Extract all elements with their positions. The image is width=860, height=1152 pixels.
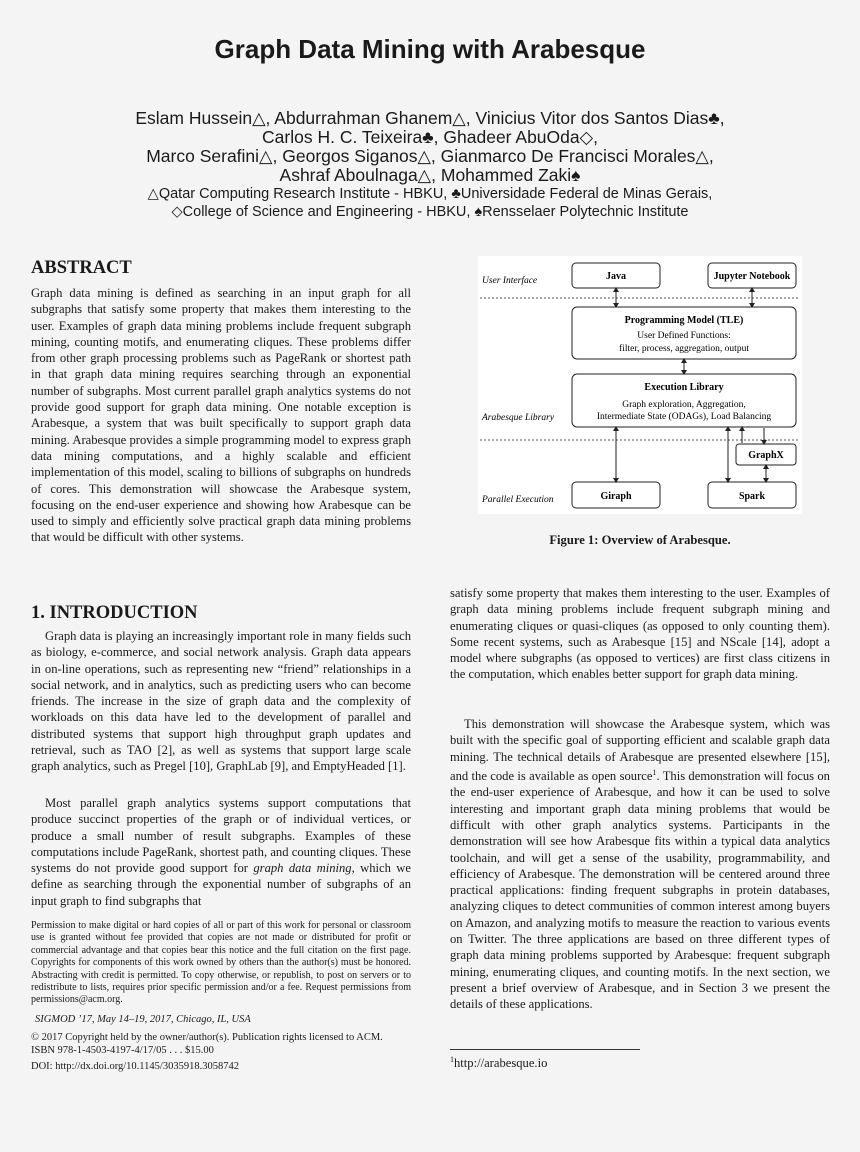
author-list <box>40 109 820 185</box>
right-p2-text-end: . This demonstration will focus on the end-user experience of Arabesque, and how it can be used to solve interesting and important graph data mining problems that would be difficult with other graph analytics systems. Participants in the demonstration will see how Arabesque fits within a typical data analytics toolchain, and will get a sense of the usability, programmability, and efficiency of Arabesque. The demonstration will be centered around three practical applications: finding frequent subgraphs in protein databases, analyzing cliques to detect communities of common interest among buyers on Amazon, and analyzing motifs to measure the reaction to various events on Twitter. The three applications are based on three different types of graph data mining problems supported by Arabesque: frequent subgraph mining, enumerating cliques, and counting motifs. In the next section, we present a brief overview of Arabesque, and in Section 3 we present the details of these applications. <box>450 769 830 1012</box>
figure-caption: Figure 1: Overview of Arabesque. <box>549 533 731 547</box>
footnote <box>450 1055 547 1071</box>
copyright-line: © 2017 Copyright held by the owner/author(s). Publication rights licensed to ACM. <box>31 1032 383 1043</box>
layer-label-library: Arabesque Library <box>482 413 555 423</box>
layer-label-execution: Parallel Execution <box>482 495 554 505</box>
author-line: Ashraf Aboulnaga△, Mohammed Zaki♠ <box>279 165 581 185</box>
intro-paragraph-right-2 <box>450 716 830 1013</box>
intro-paragraph-1: Graph data is playing an increasingly important role in many fields such as biology, e-commerce, and social network analysis. Graph data appears in on-line operations, such as representing new “friend” relationships in a social network, and in analytics, such as predicting users who can become friends. The increase in the size of graph data and the complexity of workloads on this data have led to the development of parallel and distributed systems that support high throughput graph updates and retrieval, such as TAO [2], as well as systems that support large scale graph analytics, such as Pregel [10], GraphLab [9], and EmptyHeaded [1]. <box>31 629 411 774</box>
conference-line: SIGMOD ’17, May 14–19, 2017, Chicago, IL, USA <box>35 1014 251 1025</box>
footnote-link: http://arabesque.io <box>454 1056 548 1071</box>
paper-title: Graph Data Mining with Arabesque <box>214 34 646 64</box>
author-line: Carlos H. C. Teixeira♣, Ghadeer AbuOda◇, <box>262 127 598 147</box>
programming-model-line: User Defined Functions: <box>637 331 731 341</box>
intro-p2-text: Most parallel graph analytics systems support computations that produce succinct properties of the graph or of individual vertices, or produce a small number of result subgraphs. Examples of these computations include PageRank, shortest path, and counting cliques. These systems do not provide good support for <box>31 796 411 876</box>
arrowhead <box>739 426 767 445</box>
footnote-rule <box>450 1049 640 1050</box>
isbn-line: ISBN 978-1-4503-4197-4/17/05 . . . $15.00 <box>31 1045 214 1056</box>
graphx-label: GraphX <box>748 450 784 461</box>
giraph-label: Giraph <box>600 491 632 502</box>
permission-notice: Permission to make digital or hard copies of all or part of this work for personal or classroom use is granted without fee provided that copies are not made or distributed for profit or commercial advantage and that copies bear this notice and the full citation on the first page. Copyrights for components of this work owned by others than the author(s) must be honored. Abstracting with credit is permitted. To copy otherwise, or republish, to post on servers or to redistribute to lists, requires prior specific permission and/or a fee. Request permissions from permissions@acm.org. <box>31 920 411 1006</box>
execution-library-line: Graph exploration, Aggregation, <box>622 400 746 410</box>
author-line: Eslam Hussein△, Abdurrahman Ghanem△, Vinicius Vitor dos Santos Dias♣, <box>135 108 725 128</box>
doi-line: DOI: http://dx.doi.org/10.1145/3035918.3058742 <box>31 1061 239 1072</box>
author-line: Marco Serafini△, Georgos Siganos△, Gianmarco De Francisci Morales△, <box>146 146 714 166</box>
footnote-reference: 1 <box>652 767 657 777</box>
layer-label-ui: User Interface <box>482 276 538 286</box>
architecture-figure <box>478 256 802 514</box>
affiliations <box>40 185 820 221</box>
right-p2-text: This demonstration will showcase the Arabesque system, which was built with the specific goal of supporting efficient and scalable graph data mining. The technical details of Arabesque are presented elsewhere [15], and the code is available as open source <box>450 717 830 784</box>
execution-library-title: Execution Library <box>644 382 724 393</box>
java-label: Java <box>606 271 626 282</box>
programming-model-line: filter, process, aggregation, output <box>619 344 749 354</box>
intro-p2-text-end: , which we define as searching through the exponential number of subgraphs of an input graph to find subgraphs that <box>31 861 411 908</box>
execution-library-line: Intermediate State (ODAGs), Load Balancing <box>596 412 772 422</box>
jupyter-label: Jupyter Notebook <box>713 271 791 282</box>
intro-paragraph-right-1: satisfy some property that makes them interesting to the user. Examples of graph data mining problems include frequent subgraph mining and enumerating cliques or quasi-cliques (as opposed to only counting them). Some recent systems, such as Arabesque [15] and NScale [14], adopt a model where subgraphs (as opposed to vertices) are first class citizens in the computation, which enables better support for graph data mining. <box>450 586 830 682</box>
introduction-heading: 1. INTRODUCTION <box>31 603 198 623</box>
architecture-diagram <box>478 256 802 514</box>
footnote-mark: 1 <box>450 1055 454 1064</box>
abstract-text: Graph data mining is defined as searching in an input graph for all subgraphs that satisfy some property that makes them interesting to the user. Examples of graph data mining problems include frequent subgraph mining, counting motifs, and enumerating cliques. These problems differ from other graph processing problems such as PageRank or shortest path in that graph data mining requires searching through an exponential number of subgraphs. Most current parallel graph analytics systems do not provide good support for graph data mining. One notable exception is Arabesque, a system that was built specifically to support graph data mining. Arabesque provides a simple programming model to express graph data mining computations, and a highly scalable and efficient implementation of this model, scaling to billions of subgraphs on hundreds of cores. This demonstration will showcase the Arabesque system, focusing on the end-user experience and showing how Arabesque can be used to simply and efficiently solve practical graph data mining problems that would be difficult with other systems. <box>31 286 411 545</box>
intro-paragraph-2 <box>31 795 411 909</box>
intro-p2-emphasis: graph data mining <box>253 861 352 876</box>
spark-label: Spark <box>738 491 766 502</box>
programming-model-title: Programming Model (TLE) <box>624 315 744 326</box>
abstract-heading: ABSTRACT <box>31 258 132 278</box>
affiliation-line: ◇College of Science and Engineering - HBKU, ♠Rensselaer Polytechnic Institute <box>171 204 689 220</box>
affiliation-line: △Qatar Computing Research Institute - HBKU, ♣Universidade Federal de Minas Gerais, <box>147 186 713 202</box>
